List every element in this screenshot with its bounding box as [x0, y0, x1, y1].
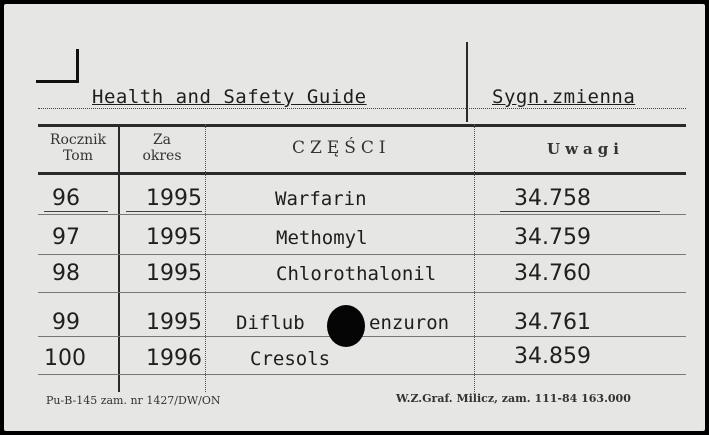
sygn-label: Sygn.zmienna	[492, 86, 636, 108]
header-top-rule	[38, 124, 686, 127]
row-tom: 99	[52, 310, 80, 335]
header-bottom-rule	[38, 172, 686, 175]
row-year: 1995	[146, 261, 202, 286]
row-separator	[38, 254, 686, 255]
catalog-card	[4, 4, 705, 431]
row-tom: 97	[52, 225, 80, 250]
row-note: 34.859	[514, 344, 591, 369]
row-separator	[38, 374, 686, 375]
title-dotted-line	[38, 108, 686, 109]
col-divider-1	[118, 124, 120, 392]
col-divider-3	[474, 124, 475, 392]
title-divider	[466, 42, 468, 122]
row-year: 1995	[146, 225, 202, 250]
row-note: 34.760	[514, 261, 591, 286]
row-separator	[38, 214, 686, 215]
row-part-end: enzuron	[369, 312, 450, 334]
row-note: 34.761	[514, 310, 591, 335]
row-tom: 100	[44, 346, 86, 371]
footer-printer: W.Z.Graf. Milicz, zam. 111-84 163.000	[396, 392, 631, 405]
row-part: Methomyl	[276, 227, 368, 249]
col-divider-2	[205, 124, 206, 392]
row-part-start: Diflub	[236, 312, 305, 334]
row-note: 34.758	[514, 186, 591, 211]
row-part: Warfarin	[275, 188, 367, 210]
card-title: Health and Safety Guide	[92, 86, 367, 108]
row-tom: 96	[52, 186, 80, 211]
header-czesci: CZĘŚCI	[292, 138, 391, 158]
row-year: 1995	[146, 186, 202, 211]
row-separator	[38, 292, 686, 293]
row-tom: 98	[52, 261, 80, 286]
row-part: Cresols	[250, 348, 331, 370]
footer-print-code: Pu-B-145 zam. nr 1427/DW/ON	[46, 394, 221, 407]
header-uwagi: Uwagi	[547, 140, 624, 158]
corner-mark-vertical	[76, 49, 79, 81]
row-year: 1995	[146, 310, 202, 335]
row-underline	[126, 211, 202, 212]
row-part: Chlorothalonil	[276, 263, 437, 285]
corner-mark-horizontal	[36, 80, 79, 83]
row-note: 34.759	[514, 225, 591, 250]
row-year: 1996	[146, 346, 202, 371]
header-rocznik-tom: Rocznik Tom	[49, 132, 107, 164]
row-underline	[44, 211, 108, 212]
header-za-okres: Za okres	[142, 132, 182, 164]
punch-hole	[327, 305, 365, 347]
row-underline	[500, 211, 660, 212]
